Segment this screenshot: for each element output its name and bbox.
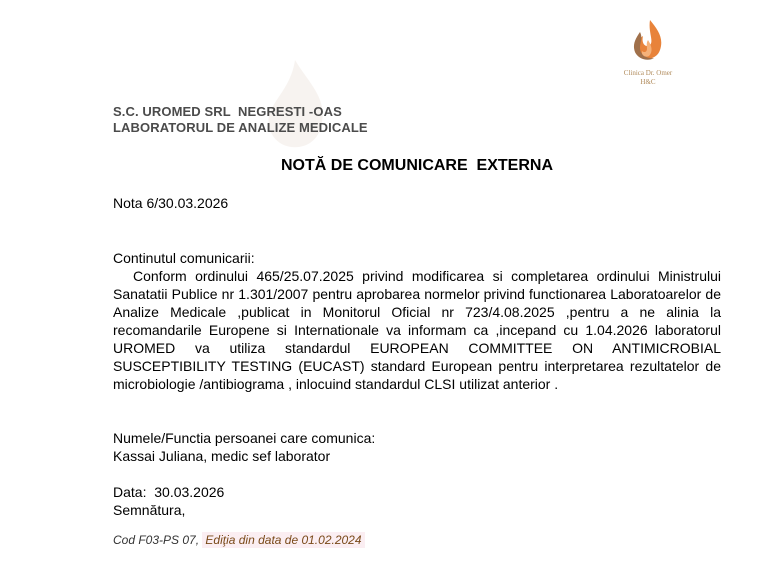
signature-label: Semnătura, [113, 502, 186, 518]
company-header [113, 104, 368, 136]
date-block [113, 483, 224, 519]
document-title: NOTĂ DE COMUNICARE EXTERNA [280, 157, 553, 174]
laboratory-name: LABORATORUL DE ANALIZE MEDICALE [113, 120, 368, 135]
communication-content [113, 249, 721, 393]
contact-value: Kassai Juliana, medic sef laborator [113, 448, 331, 464]
logo-line-1: Clinica Dr. Omer [623, 69, 673, 77]
content-paragraph: Conform ordinului 465/25.07.2025 privind modificarea si completarea ordinului Ministrului Sanatatii Publice nr 1.301/2007 pentru aprobarea normelor privind functionarea Laboratoarelor de Analize Medicale ,publicat in Monitorul Oficial nr 723/4.08.2025 ,pentru a ne alinia la recomandarile Europene si Internationale va informam ca ,incepand cu 1.04.2026 laboratorul UROMED va utiliza standardul EUROPEAN COMMITTEE ON ANTIMICROBIAL SUSCEPTIBILITY TESTING (EUCAST) standard European pentru interpretarea rezultatelor de microbiologie /antibiograma , inlocuind standardul CLSI utilizat anterior . [113, 268, 721, 392]
clinic-logo [612, 18, 684, 87]
date-line: Data: 30.03.2026 [113, 484, 225, 500]
note-number: Nota 6/30.03.2026 [113, 195, 229, 211]
contact-label: Numele/Functia persoanei care comunica: [113, 430, 376, 446]
edition-date: Ediţia din data de 01.02.2024 [202, 532, 364, 548]
logo-line-2: H&C [640, 78, 656, 86]
flame-logo-icon [628, 18, 668, 66]
form-code: Cod F03-PS 07, [113, 533, 203, 547]
form-footer [113, 533, 365, 547]
company-name: S.C. UROMED SRL NEGRESTI -OAS [113, 104, 342, 119]
content-heading: Continutul comunicarii: [113, 250, 255, 266]
contact-block [113, 429, 375, 465]
